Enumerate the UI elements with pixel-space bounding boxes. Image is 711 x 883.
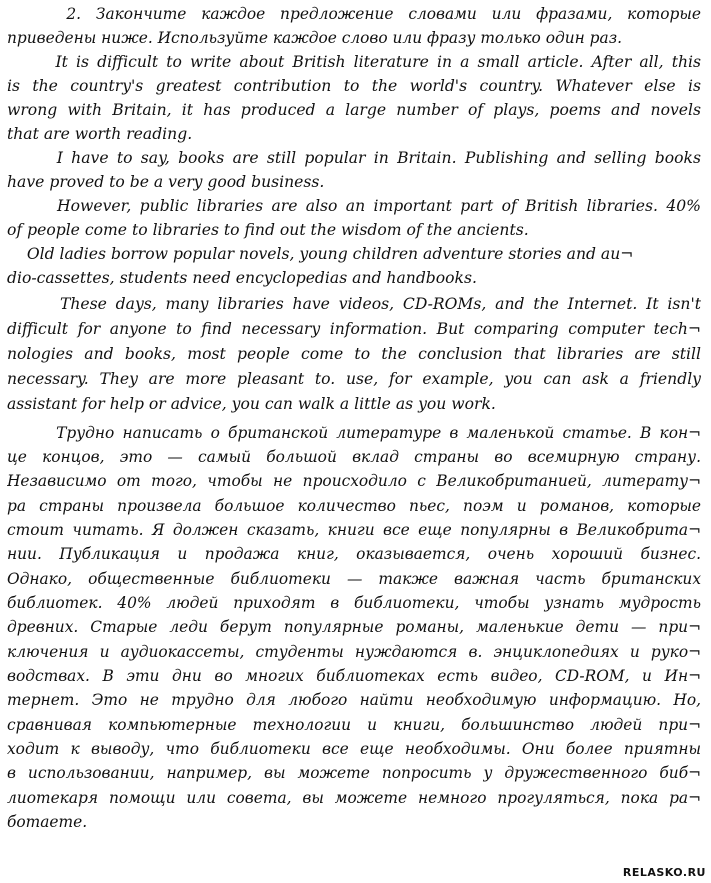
english-line: wrong with Britain, it has produced a large number of plays, poems and novels <box>7 101 701 119</box>
russian-line: сравнивая компьютерные технологии и книги, большинство людей при¬ <box>7 716 701 734</box>
russian-line: древних. Старые леди берут популярные романы, маленькие дети — при¬ <box>7 618 701 636</box>
task-line-1: 2. Закончите каждое предложение словами или фразами, которые <box>7 5 701 23</box>
russian-line: Независимо от того, чтобы не происходило с Великобританией, литерату¬ <box>7 472 701 490</box>
english-line: of people come to libraries to find out the wisdom of the ancients. <box>7 221 529 239</box>
russian-line: це концов, это — самый большой вклад страны во всемирную страну. <box>7 448 701 466</box>
english-line: that are worth reading. <box>7 125 193 143</box>
russian-line: ходит к выводу, что библиотеки все еще необходимы. Они более приятны <box>7 740 701 758</box>
russian-line: ключения и аудиокассеты, студенты нуждаются в. энциклопедиях и руко¬ <box>7 643 701 661</box>
russian-line: ботаете. <box>7 813 88 831</box>
russian-line: лиотекаря помощи или совета, вы можете немного прогуляться, пока ра¬ <box>7 789 701 807</box>
site-watermark: RELASKO.RU <box>622 866 706 879</box>
task-line-2: приведены ниже. Используйте каждое слово или фразу только один раз. <box>7 29 622 47</box>
russian-line: нии. Публикация и продажа книг, оказывается, очень хороший бизнес. <box>7 545 701 563</box>
english-line: is the country's greatest contribution to the world's country. Whatever else is <box>7 77 701 95</box>
russian-line: Однако, общественные библиотеки — также важная часть британских <box>7 570 701 588</box>
russian-line: в использовании, например, вы можете попросить у дружественного биб¬ <box>7 764 701 782</box>
english-line: It is difficult to write about British literature in a small article. After all, this <box>7 53 701 71</box>
russian-line: водствах. В эти дни во многих библиотеках есть видео, CD-ROM, и Ин¬ <box>7 667 701 685</box>
english-line: Old ladies borrow popular novels, young children adventure stories and au¬ <box>7 245 634 263</box>
english-line: However, public libraries are also an important part of British libraries. 40% <box>7 197 701 215</box>
russian-line: тернет. Это не трудно для любого найти необходимую информацию. Но, <box>7 691 701 709</box>
russian-line: Трудно написать о британской литературе в маленькой статье. В кон¬ <box>7 424 701 442</box>
english-line: assistant for help or advice, you can walk a little as you work. <box>7 395 496 413</box>
english-line: necessary. They are more pleasant to. use, for example, you can ask a friendly <box>7 370 701 388</box>
english-line: nologies and books, most people come to the conclusion that libraries are still <box>7 345 701 363</box>
english-line: difficult for anyone to find necessary information. But comparing computer tech¬ <box>7 320 701 338</box>
english-line: dio-cassettes, students need encyclopedias and handbooks. <box>7 269 477 287</box>
russian-line: библиотек. 40% людей приходят в библиотеки, чтобы узнать мудрость <box>7 594 701 612</box>
english-line: I have to say, books are still popular in Britain. Publishing and selling books <box>7 149 701 167</box>
russian-line: ра страны произвела большое количество пьес, поэм и романов, которые <box>7 497 701 515</box>
russian-line: стоит читать. Я должен сказать, книги все еще популярны в Великобрита¬ <box>7 521 701 539</box>
english-line: have proved to be a very good business. <box>7 173 325 191</box>
english-line: These days, many libraries have videos, CD-ROMs, and the Internet. It isn't <box>7 295 701 313</box>
